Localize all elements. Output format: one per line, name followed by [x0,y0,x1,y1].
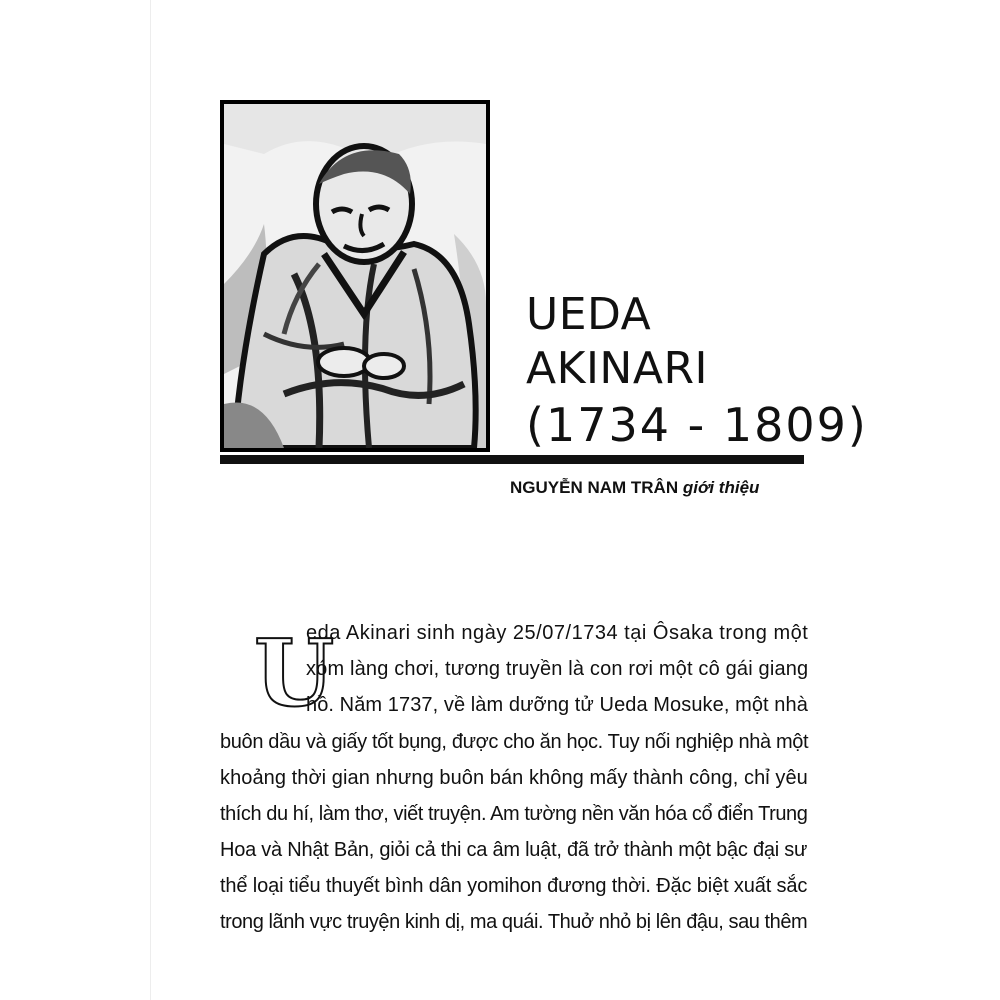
page-edge-shadow [150,0,151,1000]
body-line: trong lãnh vực truyện kinh dị, ma quái. Thuở nhỏ bị lên đậu, sau thêm [220,911,808,933]
body-line: khoảng thời gian nhưng buôn bán không mấy thành công, chỉ yêu [220,767,808,789]
body-line: Hoa và Nhật Bản, giỏi cả thi ca âm luật, đã trở thành một bậc đại sư [220,839,808,861]
body-line: thể loại tiểu thuyết bình dân yomihon đương thời. Đặc biệt xuất sắc [220,875,808,897]
body-line: hồ. Năm 1737, về làm dưỡng tử Ueda Mosuke, một nhà [306,694,808,716]
title-years: (1734 - 1809) [526,398,868,452]
chapter-title [526,288,868,452]
body-line: eda Akinari sinh ngày 25/07/1734 tại Ôsaka trong một [306,622,809,644]
body-line: thích du hí, làm thơ, viết truyện. Am tường nền văn hóa cổ điển Trung [220,803,808,825]
title-line-first-name: UEDA [526,289,652,340]
byline-role: giới thiệu [682,478,760,497]
byline [510,478,759,498]
drop-cap: U [254,619,335,727]
title-rule [220,455,804,464]
body-line: xóm làng chơi, tương truyền là con rơi một cô gái giang [306,658,809,680]
body-line: buôn dầu và giấy tốt bụng, được cho ăn học. Tuy nối nghiệp nhà một [220,731,809,753]
portrait-illustration [224,104,486,448]
byline-author: NGUYỄN NAM TRÂN [510,478,679,497]
author-portrait [220,100,490,452]
title-line-last-name: AKINARI [526,343,708,394]
